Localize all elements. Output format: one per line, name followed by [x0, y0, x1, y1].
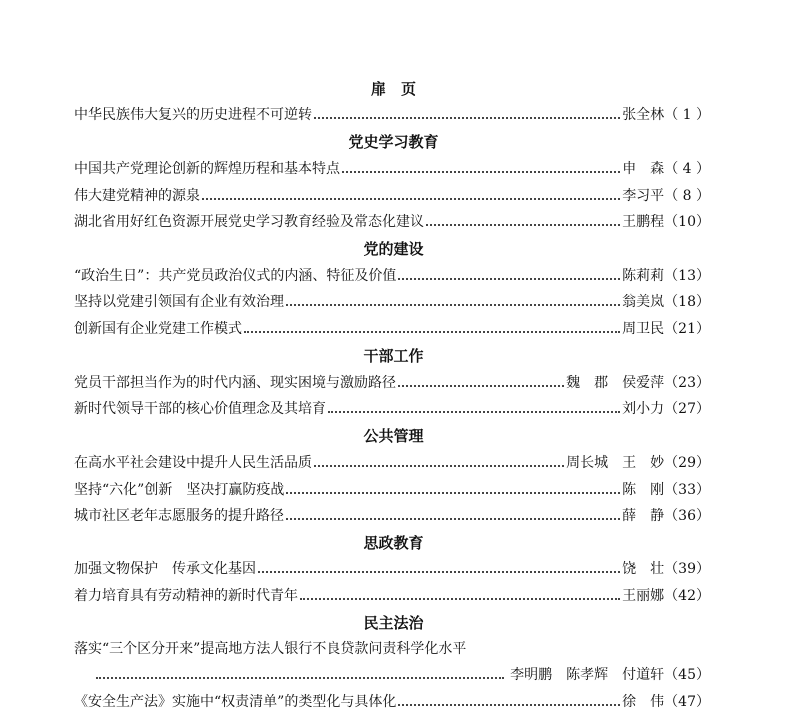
entry-author: 薛 静: [622, 508, 665, 524]
entry-page: （36）: [664, 508, 710, 524]
entry-page: （23）: [664, 375, 710, 391]
leader-dots: [342, 171, 620, 173]
entry-title: 坚持“六化”创新 坚决打赢防疫战: [74, 482, 285, 498]
toc-entry[interactable]: [74, 452, 710, 474]
toc-entry[interactable]: [74, 691, 710, 713]
entry-title: 中国共产党理论创新的辉煌历程和基本特点: [74, 161, 340, 177]
entry-title: 着力培育具有劳动精神的新时代青年: [74, 588, 298, 604]
toc-entry[interactable]: [74, 158, 710, 180]
entry-author: 陈 刚: [622, 482, 665, 498]
entry-page: （13）: [664, 268, 710, 284]
entry-page: （18）: [664, 294, 710, 310]
entry-title: 湖北省用好红色资源开展党史学习教育经验及常态化建议: [74, 214, 424, 230]
entry-author: 李习平: [622, 188, 665, 204]
entry-author: 李明鹏 陈孝辉 付道轩: [510, 667, 665, 683]
entry-page: （42）: [664, 588, 710, 604]
entry-author: 刘小力: [622, 401, 665, 417]
leader-dots: [426, 224, 620, 226]
entry-page: （47）: [664, 694, 710, 710]
entry-title: 落实“三个区分开来”提高地方法人银行不良贷款问责科学化水平: [74, 641, 467, 657]
entry-author: 饶 壮: [622, 561, 665, 577]
toc-entry[interactable]: [74, 318, 710, 340]
entry-title: 新时代领导干部的核心价值理念及其培育: [74, 401, 326, 417]
entry-author: 翁美岚: [622, 294, 665, 310]
toc-entry[interactable]: [74, 372, 710, 394]
section-heading-party-history: 党史学习教育: [348, 133, 439, 151]
toc-entry[interactable]: [74, 585, 710, 607]
section-heading-feiye: 扉 页: [370, 80, 416, 98]
entry-page: （39）: [664, 561, 710, 577]
entry-title: 坚持以党建引领国有企业有效治理: [74, 294, 284, 310]
entry-title: 在高水平社会建设中提升人民生活品质: [74, 455, 312, 471]
entry-title: 伟大建党精神的源泉: [74, 188, 200, 204]
entry-author: 陈莉莉: [622, 268, 665, 284]
toc-entry[interactable]: [74, 398, 710, 420]
section-heading-ideology-education: 思政教育: [363, 534, 424, 552]
section-heading-democracy-law: 民主法治: [363, 614, 424, 632]
toc-entry[interactable]: [74, 211, 710, 233]
leader-dots: [398, 704, 620, 706]
entry-title: 党员干部担当作为的时代内涵、现实困境与激励路径: [74, 375, 396, 391]
entry-author: 王丽娜: [622, 588, 665, 604]
toc-entry[interactable]: [74, 505, 710, 527]
toc-entry[interactable]: [74, 291, 710, 313]
leader-dots: [398, 385, 564, 387]
entry-page: （ 4 ）: [664, 161, 710, 177]
toc-entry-multiline[interactable]: [74, 638, 710, 660]
section-heading-party-building: 党的建设: [363, 240, 424, 258]
leader-dots: [258, 571, 620, 573]
entry-page: （ 8 ）: [664, 188, 710, 204]
toc-entry[interactable]: [74, 265, 710, 287]
entry-title: 中华民族伟大复兴的历史进程不可逆转: [74, 107, 312, 123]
leader-dots: [96, 677, 504, 679]
entry-author: 周长城 王 妙: [566, 455, 665, 471]
entry-author: 张全林: [622, 107, 665, 123]
leader-dots: [286, 304, 620, 306]
entry-page: （45）: [664, 667, 710, 683]
entry-title: “政治生日”：共产党员政治仪式的内涵、特征及价值: [74, 268, 397, 284]
toc-entry[interactable]: [74, 479, 710, 501]
entry-author: 魏 郡 侯爱萍: [566, 375, 665, 391]
entry-author: 徐 伟: [622, 694, 665, 710]
section-heading-public-management: 公共管理: [363, 427, 424, 445]
entry-author: 申 森: [622, 161, 665, 177]
entry-title: 创新国有企业党建工作模式: [74, 321, 242, 337]
entry-page: （27）: [664, 401, 710, 417]
leader-dots: [328, 411, 620, 413]
entry-title: 城市社区老年志愿服务的提升路径: [74, 508, 284, 524]
leader-dots: [202, 198, 620, 200]
leader-dots: [286, 518, 620, 520]
toc-entry[interactable]: [74, 104, 710, 126]
entry-page: （21）: [664, 321, 710, 337]
entry-page: （29）: [664, 455, 710, 471]
toc-entry[interactable]: [74, 558, 710, 580]
leader-dots: [398, 278, 620, 280]
section-heading-cadre-work: 干部工作: [363, 347, 424, 365]
leader-dots: [244, 331, 620, 333]
entry-page: （ 1 ）: [664, 107, 710, 123]
leader-dots: [300, 598, 620, 600]
entry-page: （10）: [664, 214, 710, 230]
toc-entry-continuation[interactable]: [96, 664, 710, 686]
toc-entry[interactable]: [74, 185, 710, 207]
leader-dots: [286, 492, 620, 494]
entry-author: 周卫民: [622, 321, 665, 337]
entry-title: 加强文物保护 传承文化基因: [74, 561, 256, 577]
entry-page: （33）: [664, 482, 710, 498]
entry-author: 王鹏程: [622, 214, 665, 230]
leader-dots: [314, 465, 564, 467]
entry-title: 《安全生产法》实施中“权责清单”的类型化与具体化: [74, 694, 397, 710]
leader-dots: [314, 117, 620, 119]
